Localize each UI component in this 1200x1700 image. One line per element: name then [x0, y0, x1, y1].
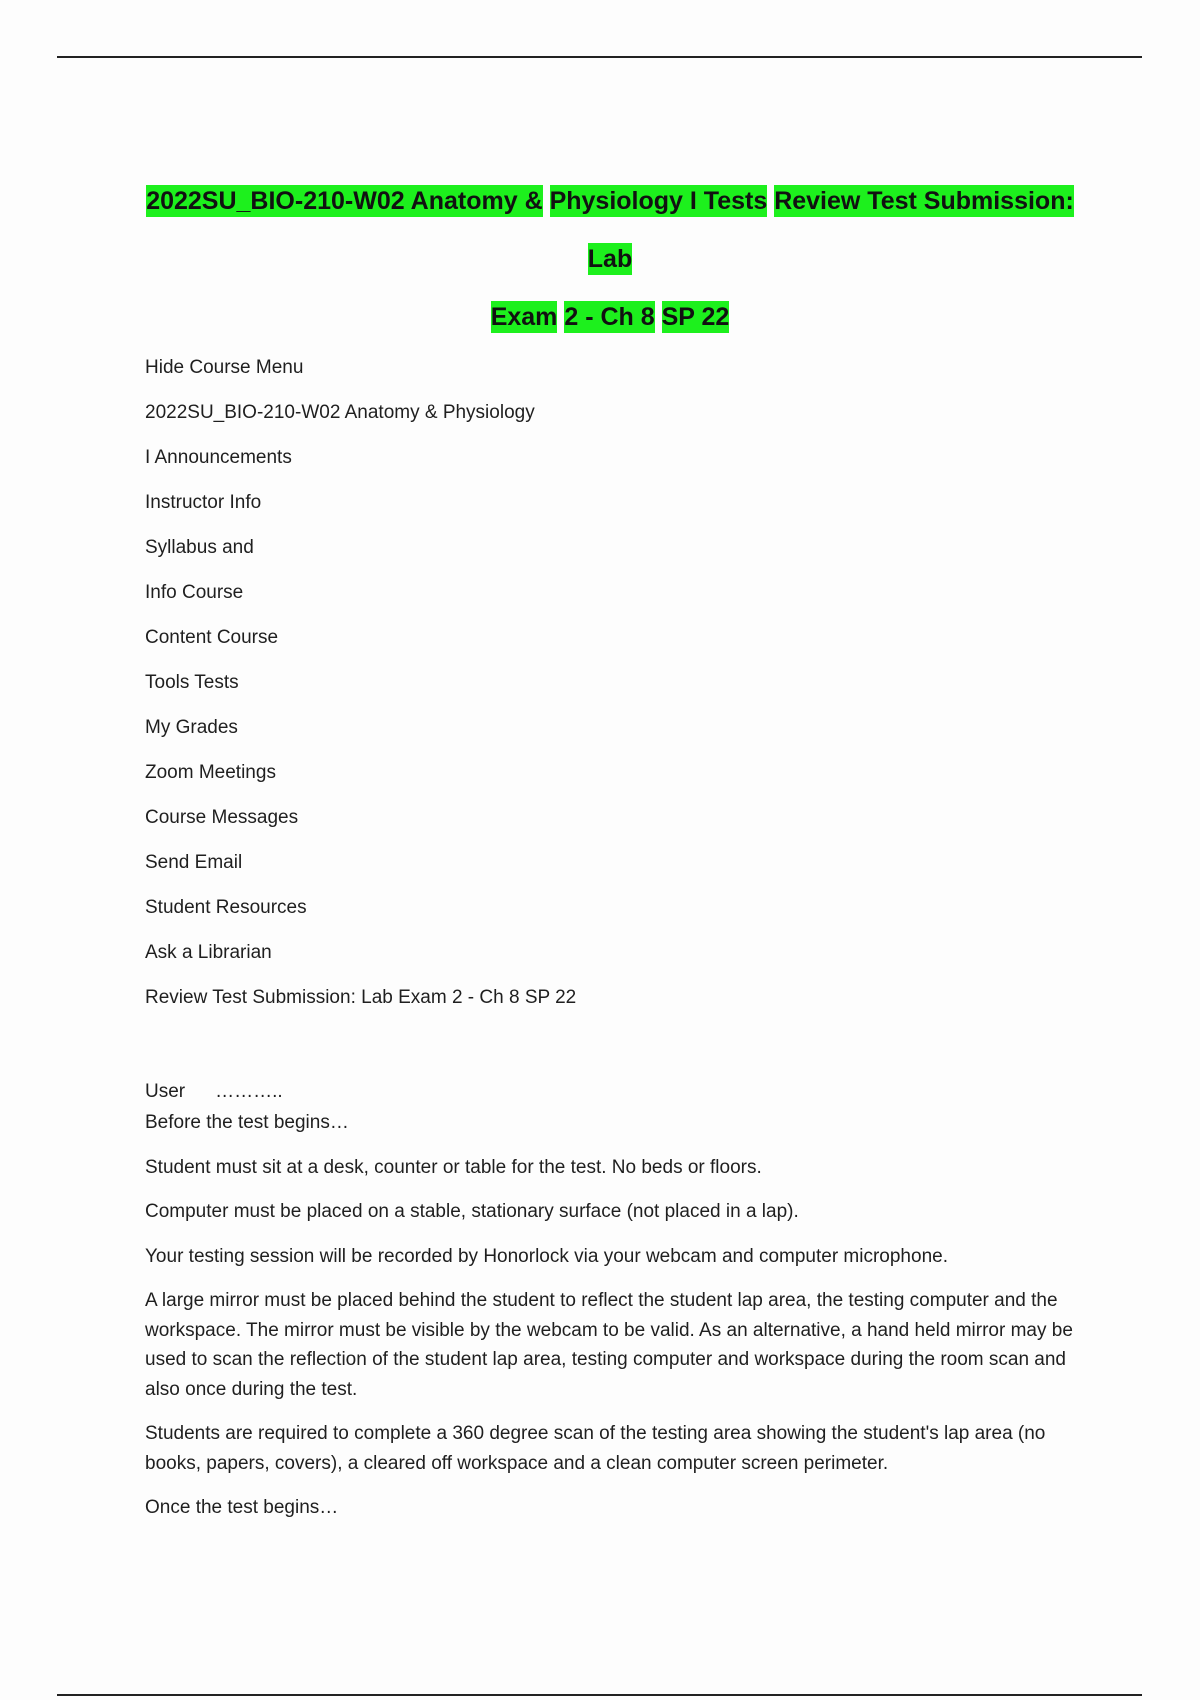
paragraph-room-scan: Students are required to complete a 360 degree scan of the testing area showing the student's lap area (no books, papers, covers), a cleared off workspace and a clean computer screen perimeter.	[145, 1423, 1046, 1474]
paragraph-before-test: Before the test begins…	[145, 1112, 349, 1133]
menu-item-info-course[interactable]: Info Course	[145, 582, 244, 603]
user-label: User	[145, 1081, 186, 1102]
menu-item-student-resources[interactable]: Student Resources	[145, 897, 307, 918]
paragraph-once-test-begins: Once the test begins…	[145, 1497, 339, 1518]
menu-item-tools-tests[interactable]: Tools Tests	[145, 672, 239, 693]
top-rule	[57, 56, 1142, 58]
user-value: ………..	[215, 1081, 283, 1102]
title-part-2: Physiology I Tests	[549, 187, 768, 215]
menu-item-course-name[interactable]: 2022SU_BIO-210-W02 Anatomy & Physiology	[145, 402, 535, 423]
paragraph-recording: Your testing session will be recorded by Honorlock via your webcam and computer microphone.	[145, 1245, 948, 1267]
title-part-3: Review Test Submission: Lab	[587, 187, 1074, 273]
menu-item-course-messages[interactable]: Course Messages	[145, 807, 299, 828]
menu-item-content-course[interactable]: Content Course	[145, 627, 279, 648]
paragraph-mirror: A large mirror must be placed behind the student to reflect the student lap area, the testing computer and the workspace. The mirror must be visible by the webcam to be valid. As an alternative, a hand held mirror may be used to scan the reflection of the student lap area, testing computer and workspace during the room scan and also once during the test.	[145, 1290, 1073, 1400]
title-part-6: SP 22	[661, 303, 730, 331]
menu-item-review-test-submission[interactable]: Review Test Submission: Lab Exam 2 - Ch 8 SP 22	[145, 987, 577, 1008]
menu-item-announcements[interactable]: I Announcements	[145, 447, 292, 468]
menu-item-instructor-info[interactable]: Instructor Info	[145, 492, 262, 513]
user-row	[145, 1078, 283, 1106]
test-instructions	[145, 1108, 1090, 1538]
menu-item-zoom-meetings[interactable]: Zoom Meetings	[145, 762, 276, 783]
paragraph-computer-surface: Computer must be placed on a stable, stationary surface (not placed in a lap).	[145, 1201, 799, 1222]
paragraph-desk-rule: Student must sit at a desk, counter or table for the test. No beds or floors.	[145, 1156, 762, 1178]
title-part-1: 2022SU_BIO-210-W02 Anatomy &	[146, 187, 543, 215]
title-part-5: 2 - Ch 8	[564, 303, 655, 331]
menu-item-my-grades[interactable]: My Grades	[145, 717, 238, 738]
page-title	[140, 172, 1080, 346]
title-part-4: Exam	[490, 303, 558, 331]
menu-item-syllabus[interactable]: Syllabus and	[145, 537, 254, 558]
menu-item-send-email[interactable]: Send Email	[145, 852, 243, 873]
bottom-rule	[57, 1694, 1142, 1696]
menu-item-hide-course-menu[interactable]: Hide Course Menu	[145, 357, 304, 378]
course-menu	[145, 352, 576, 1027]
menu-item-ask-librarian[interactable]: Ask a Librarian	[145, 942, 272, 963]
